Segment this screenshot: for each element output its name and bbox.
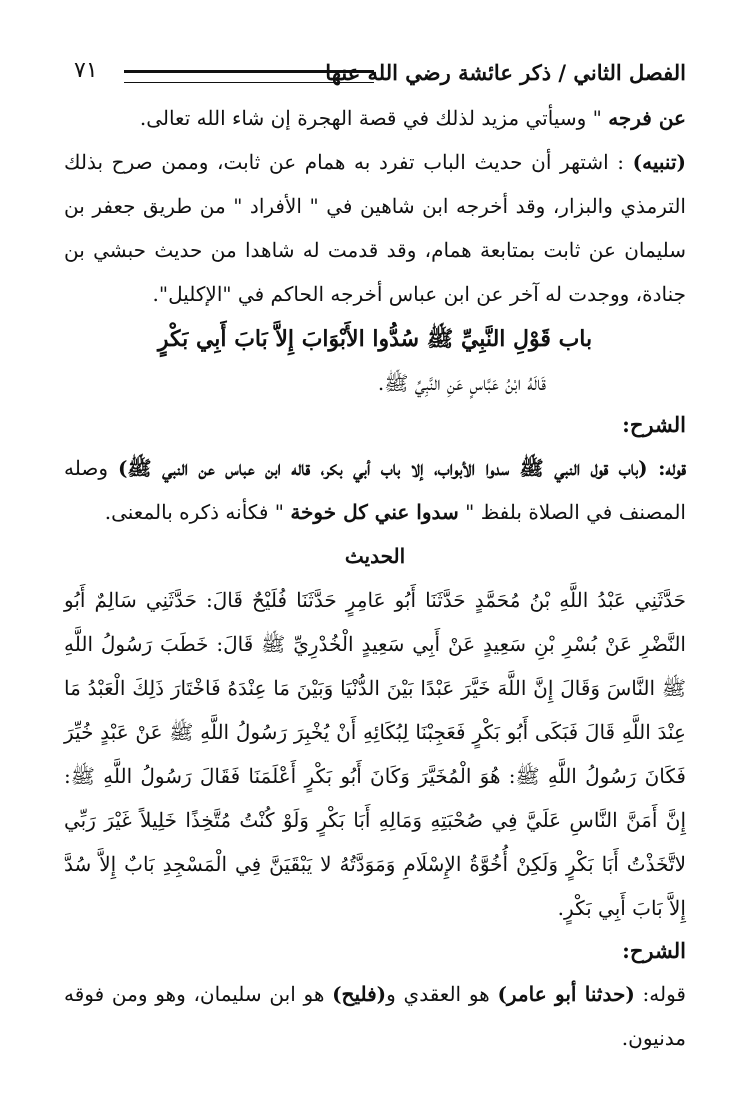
chapter-subtitle: قَالَهُ ابْنُ عَبَّاسٍ عَنِ النَّبِيِّ ﷺ. — [377, 371, 546, 395]
quoted-wording: سدوا عني كل خوخة — [290, 500, 459, 524]
page-number: ٧١ — [74, 58, 98, 83]
chapter-title: باب قَوْلِ النَّبِيِّ ﷺ سُدُّوا الأَبْوَابَ إِلاَّ بَابَ أَبِي بَكْرٍ — [157, 326, 593, 352]
note-paragraph — [64, 140, 686, 316]
header-rule — [124, 70, 374, 83]
hadith-text: حَدَّثَنِي عَبْدُ اللَّهِ بْنُ مُحَمَّدٍ حَدَّثَنَا أَبُو عَامِرٍ حَدَّثَنَا فُلَيْحٌ قَالَ: حَدَّثَنِي سَالِمٌ أَبُو النَّضْرِ عَنْ بُسْرِ بْنِ سَعِيدٍ عَنْ أَبِي سَعِيدٍ الْخُدْرِيِّ ﷺ قَالَ: خَطَبَ رَسُولُ اللَّهِ ﷺ النَّاسَ وَقَالَ إِنَّ اللَّهَ خَيَّرَ عَبْدًا بَيْنَ الدُّنْيَا وَبَيْنَ مَا عِنْدَهُ فَاخْتَارَ ذَلِكَ الْعَبْدُ مَا عِنْدَ اللَّهِ قَالَ فَبَكَى أَبُو بَكْرٍ فَعَجِبْنَا لِبُكَائِهِ أَنْ يُخْبِرَ رَسُولُ اللَّهِ ﷺ عَنْ عَبْدٍ خُيِّرَ فَكَانَ رَسُولُ اللَّهِ ﷺ: هُوَ الْمُخَيَّرَ وَكَانَ أَبُو بَكْرٍ أَعْلَمَنَا فَقَالَ رَسُولُ اللَّهِ ﷺ: إِنَّ أَمَنَّ النَّاسِ عَلَيَّ فِي صُحْبَتِهِ وَمَالِهِ أَبَا بَكْرٍ وَلَوْ كُنْتُ مُتَّخِذًا خَلِيلاً غَيْرَ رَبِّي لاتَّخَذْتُ أَبَا بَكْرٍ وَلَكِنْ أُخُوَّةُ الإِسْلَامِ وَمَوَدَّتُهُ لا يَبْقَيَنَّ فِي الْمَسْجِدِ بَابٌ إِلاَّ سُدَّ إِلاَّ بَابَ أَبِي بَكْرٍ. — [64, 588, 687, 920]
quoted-narrator: (حدثنا أبو عامر) — [497, 982, 635, 1006]
page-content — [64, 96, 686, 1060]
commentary-text-2: هو العقدي و — [386, 982, 498, 1006]
commentary-lead: قوله: — [634, 982, 686, 1006]
commentary-text-2-end: هو ابن سليمان، وهو ومن فوقه مدنيون. — [64, 982, 686, 1050]
commentary-paragraph — [64, 446, 686, 534]
commentary-text: وصله المصنف في الصلاة بلفظ " — [64, 456, 686, 524]
page-header — [64, 54, 686, 94]
note-text: : اشتهر أن حديث الباب تفرد به همام عن ثابت، وممن صرح بذلك الترمذي والبزار، وقد أخرجه ابن شاهين في " الأفراد " من طريق جعفر بن سليمان عن ثابت بمتابعة همام، وقد قدمت له شاهدا من حديث حبشي بن جنادة، ووجدت له آخر عن ابن عباس أخرجه الحاكم في "الإكليل". — [64, 150, 686, 306]
commentary-text-end: " فكأنه ذكره بالمعنى. — [104, 500, 291, 524]
paragraph-continuation — [64, 96, 686, 140]
note-label: (تنبيه) — [632, 150, 686, 174]
hadith-heading: الحديث — [344, 544, 406, 568]
running-title: الفصل الثاني / ذكر عائشة رضي الله عنها — [325, 60, 686, 85]
bold-phrase: عن فرجه — [608, 106, 686, 130]
quoted-narrator-2: (فليح) — [332, 982, 387, 1006]
commentary-paragraph-2 — [64, 972, 686, 1060]
paragraph-text: " وسيأتي مزيد لذلك في قصة الهجرة إن شاء الله تعالى. — [139, 106, 609, 130]
commentary-label: الشرح: — [622, 412, 686, 437]
commentary-label-2: الشرح: — [622, 938, 686, 963]
quoted-heading: قوله: (باب قول النبي ﷺ سدوا الأبواب، إلا باب أبي بكر، قاله ابن عباس عن النبي ﷺ) — [117, 456, 687, 480]
